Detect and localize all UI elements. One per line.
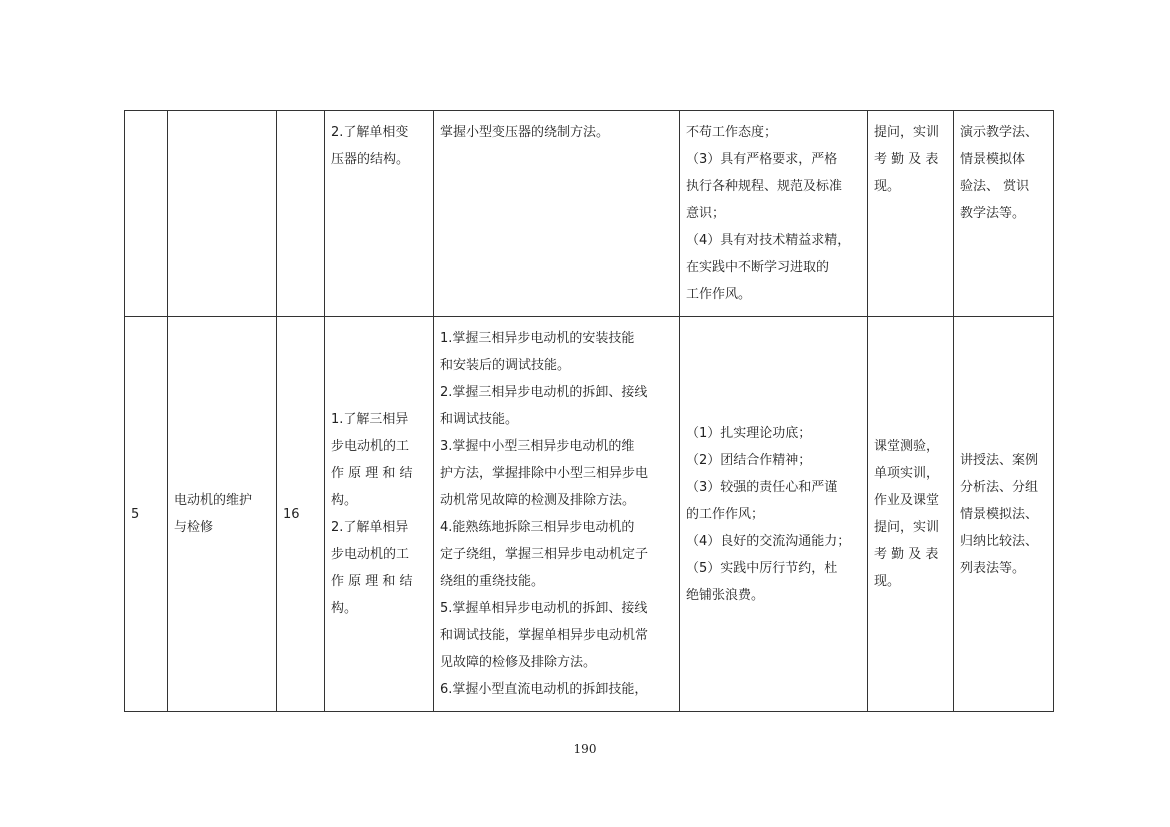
cell-quality: （1）扎实理论功底； （2）团结合作精神； （3）较强的责任心和严谨 的工作作风； （4）良好的交流沟通能力； （5）实践中厉行节约，杜 绝铺张浪费。 <box>680 317 868 712</box>
cell-knowledge: 1.了解三相异 步电动机的工 作 原 理 和 结 构。 2.了解单相异 步电动机的工 作 原 理 和 结 构。 <box>325 317 434 712</box>
table-row <box>125 111 1054 317</box>
cell-number <box>125 111 168 317</box>
cell-number: 5 <box>125 317 168 712</box>
cell-methods: 演示教学法、 情景模拟体 验法、 赏识 教学法等。 <box>954 111 1054 317</box>
cell-skills: 掌握小型变压器的绕制方法。 <box>434 111 680 317</box>
table-row <box>125 317 1054 712</box>
cell-module-name <box>168 111 277 317</box>
cell-hours <box>277 111 325 317</box>
cell-assessment: 课堂测验， 单项实训， 作业及课堂 提问，实训 考 勤 及 表 现。 <box>868 317 954 712</box>
curriculum-table <box>124 110 1054 712</box>
cell-assessment: 提问，实训 考 勤 及 表 现。 <box>868 111 954 317</box>
cell-skills: 1.掌握三相异步电动机的安装技能 和安装后的调试技能。 2.掌握三相异步电动机的拆卸、接线 和调试技能。 3.掌握中小型三相异步电动机的维 护方法，掌握排除中小型三相异步电 动机常见故障的检测及排除方法。 4.能熟练地拆除三相异步电动机的 定子绕组，掌握三相异步电动机定子 绕组的重绕技能。 5.掌握单相异步电动机的拆卸、接线 和调试技能，掌握单相异步电动机常 见故障的检修及排除方法。 6.掌握小型直流电动机的拆卸技能， <box>434 317 680 712</box>
cell-hours: 16 <box>277 317 325 712</box>
cell-knowledge: 2.了解单相变 压器的结构。 <box>325 111 434 317</box>
cell-methods: 讲授法、案例 分析法、分组 情景模拟法、 归纳比较法、 列表法等。 <box>954 317 1054 712</box>
page-number: 190 <box>573 742 597 756</box>
cell-module-name: 电动机的维护 与检修 <box>168 317 277 712</box>
cell-quality: 不苟工作态度； （3）具有严格要求，严格 执行各种规程、规范及标准 意识； （4）具有对技术精益求精， 在实践中不断学习进取的 工作作风。 <box>680 111 868 317</box>
